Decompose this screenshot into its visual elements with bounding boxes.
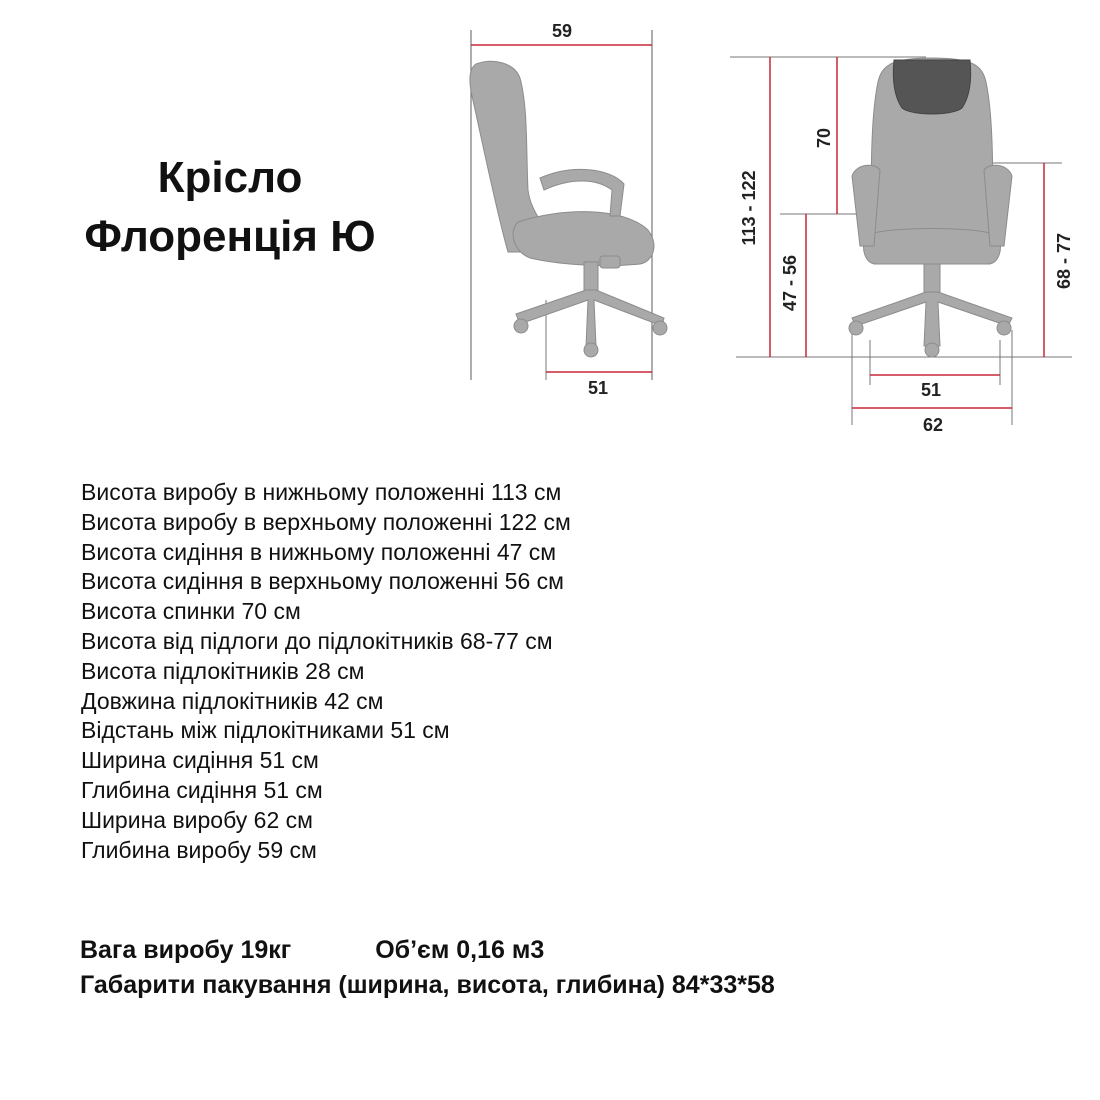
front-view-drawing bbox=[730, 57, 1074, 435]
specifications-list bbox=[81, 478, 571, 865]
spec-item: Ширина сидіння 51 см bbox=[81, 747, 319, 774]
side-bottom-dim: 51 bbox=[587, 378, 609, 398]
spec-item: Довжина підлокітників 42 см bbox=[81, 687, 384, 714]
spec-item: Висота від підлоги до підлокітників 68-77 см bbox=[81, 627, 553, 654]
spec-item: Ширина виробу 62 см bbox=[81, 806, 313, 833]
volume-text: Об’єм 0,16 м3 bbox=[375, 936, 545, 964]
spec-item: Висота виробу в верхньому положенні 122 см bbox=[81, 508, 571, 535]
back-height-label: 70 bbox=[814, 127, 834, 149]
title-line-2: Флоренція Ю bbox=[84, 212, 376, 261]
weight-text: Вага виробу 19кг bbox=[80, 936, 292, 964]
overall-height-label: 113 - 122 bbox=[739, 170, 759, 246]
spec-item: Глибина сидіння 51 см bbox=[81, 776, 323, 803]
spec-item: Висота сидіння в нижньому положенні 47 см bbox=[81, 538, 557, 565]
spec-item: Висота виробу в нижньому положенні 113 см bbox=[81, 479, 562, 505]
side-view-drawing bbox=[470, 21, 667, 398]
package-info bbox=[80, 933, 775, 1003]
seat-height-label: 47 - 56 bbox=[780, 254, 800, 312]
side-top-dim: 59 bbox=[551, 21, 573, 41]
spec-item: Висота спинки 70 см bbox=[81, 598, 301, 625]
spec-item: Відстань між підлокітниками 51 см bbox=[81, 717, 450, 744]
outer-width-label: 62 bbox=[922, 415, 944, 435]
title-line-1: Крісло bbox=[157, 153, 303, 202]
armrest-height-label: 68 - 77 bbox=[1054, 232, 1074, 290]
spec-item: Висота підлокітників 28 см bbox=[81, 657, 365, 684]
headrest bbox=[893, 60, 970, 114]
package-dimensions-text: Габарити пакування (ширина, висота, глибина) 84*33*58 bbox=[80, 971, 775, 999]
spec-item: Глибина виробу 59 см bbox=[81, 836, 317, 863]
dimension-drawings bbox=[0, 0, 1100, 460]
spec-item: Висота сидіння в верхньому положенні 56 см bbox=[81, 568, 564, 595]
inner-width-label: 51 bbox=[920, 380, 942, 400]
